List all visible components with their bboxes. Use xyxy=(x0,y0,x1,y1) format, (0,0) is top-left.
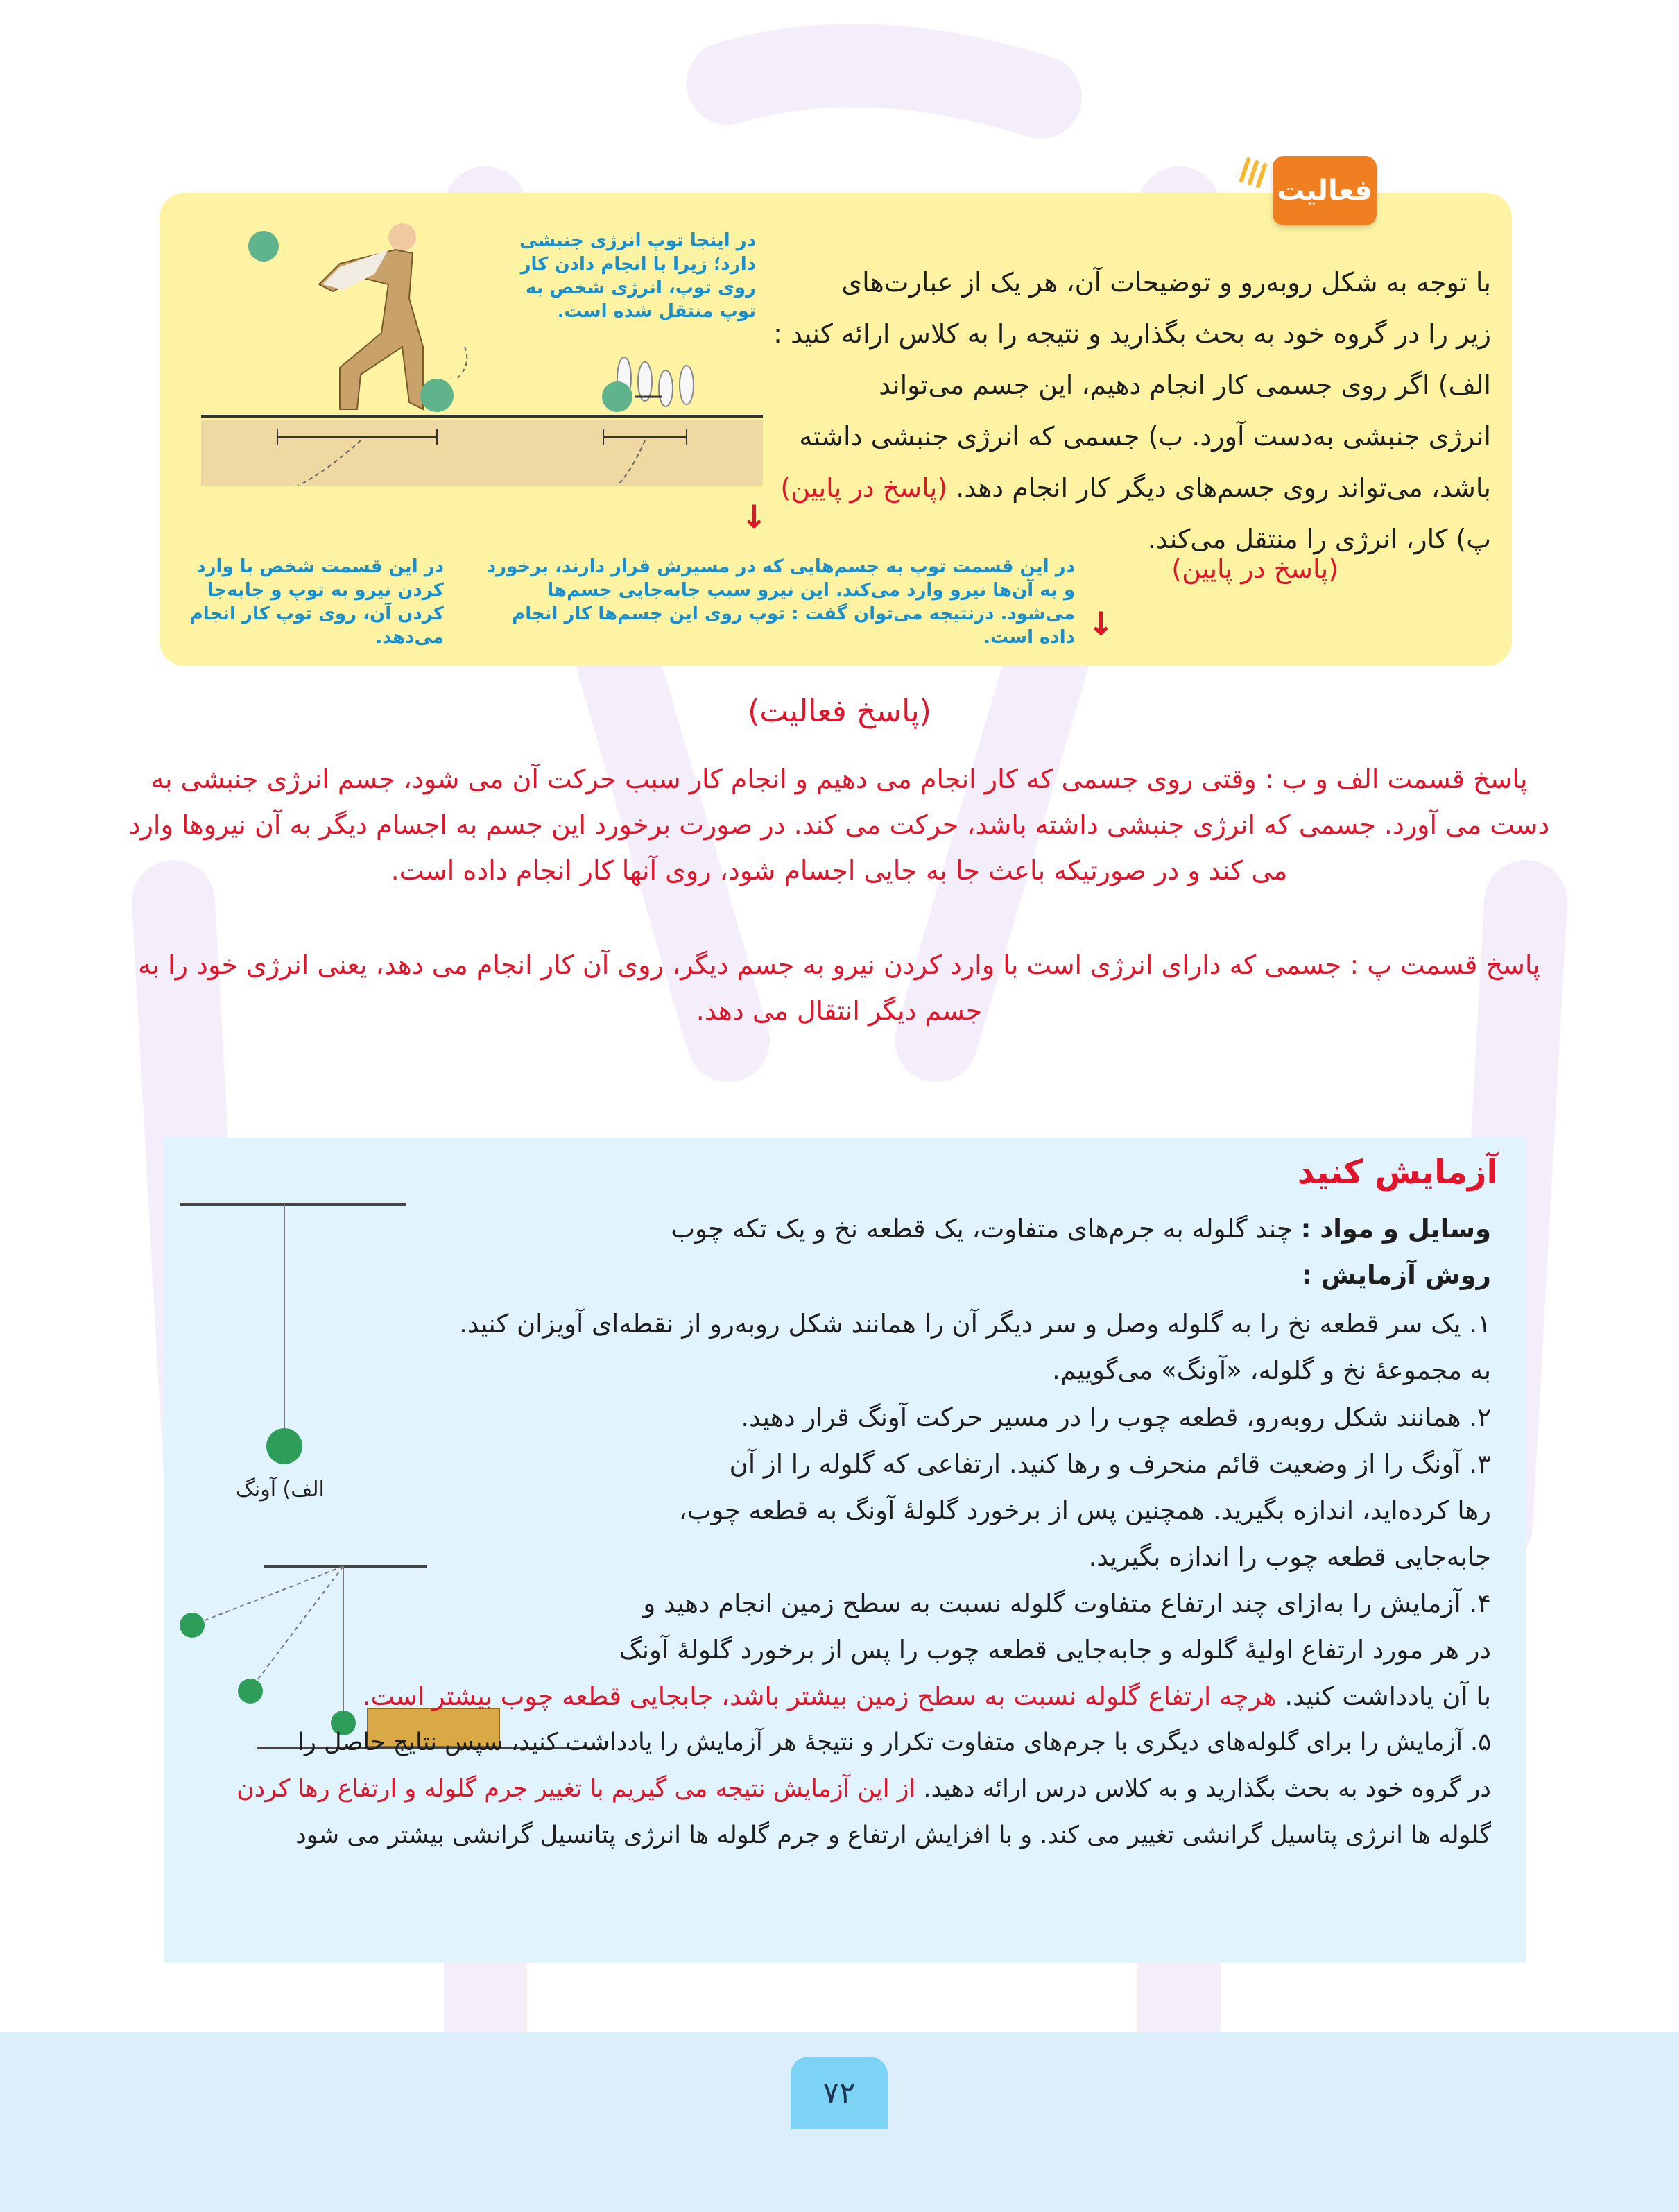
experiment-title: آزمایش کنید xyxy=(1297,1153,1498,1192)
pendulum-label: الف) آونگ xyxy=(236,1477,325,1502)
step5a: ۵. آزمایش را برای گلوله‌های دیگری با جرم‌های متفاوت تکرار و نتیجهٔ هر آزمایش را یادداشت کنید، سپس نتایج حاصل را xyxy=(298,1729,1491,1756)
answer-below-note: (پاسخ در پایین) xyxy=(780,472,948,503)
step3a: ۳. آونگ را از وضعیت قائم منحرف و رها کنید. ارتفاعی که گلوله را از آن xyxy=(729,1449,1491,1479)
activity-line-p: پ) کار، انرژی را منتقل می‌کند. xyxy=(1147,524,1491,554)
step2: ۲. همانند شکل روبه‌رو، قطعه چوب را در مسیر حرکت آونگ قرار دهید. xyxy=(741,1403,1491,1432)
step5b: در گروه خود به بحث بگذارید و به کلاس درس ارائه دهید. xyxy=(923,1775,1491,1803)
materials-label: وسایل و مواد : xyxy=(1300,1214,1491,1244)
activity-line-4: انرژی جنبشی به‌دست آورد. ب) جسمی که انرژی جنبشی داشته xyxy=(799,421,1491,452)
step3b: رها کرده‌اید، اندازه بگیرید. همچنین پس از برخورد گلولهٔ آونگ به قطعه چوب، xyxy=(678,1495,1491,1525)
activity-line-5-text: باشد، می‌تواند روی جسم‌های دیگر کار انجام دهد. xyxy=(956,472,1491,503)
answer-paragraph-1: پاسخ قسمت الف و ب : وقتی روی جسمی که کار انجام می دهیم و انجام کار سبب حرکت آن می شود، جسم انرژی جنبشی به دست می آورد. جسمی که انرژی جنبشی داشته باشد، حرکت می کند. در صورت برخورد این جسم به اجسام دیگر به آن نیروها وارد می کند و در صورتیکه باعث جا به جایی اجسام شود، روی آنها کار انجام داده است. xyxy=(128,764,1550,886)
materials-text: چند گلوله به جرم‌های متفاوت، یک قطعه نخ و یک تکه چوب xyxy=(671,1214,1293,1244)
tag-accent-icon xyxy=(1234,153,1276,194)
step4b: در هر مورد ارتفاع اولیهٔ گلوله و جابه‌جایی قطعه چوب را پس از برخورد گلولهٔ آونگ xyxy=(619,1635,1491,1665)
activity-line-2: زیر را در گروه خود به بحث بگذارید و نتیجه را به کلاس ارائه کنید : xyxy=(773,318,1491,349)
method-label: روش آزمایش : xyxy=(1302,1260,1491,1290)
step1a: ۱. یک سر قطعه نخ را به گلوله وصل و سر دیگر آن را همانند شکل روبه‌رو از نقطه‌ای آویزان کنید. xyxy=(459,1309,1491,1339)
step1b: به مجموعهٔ نخ و گلوله، «آونگ» می‌گوییم. xyxy=(1052,1355,1491,1385)
page-number: ۷۲ xyxy=(791,2057,888,2129)
caption-top: در اینجا توپ انرژی جنبشی دارد؛ زیرا با انجام دادن کار روی توپ، انرژی شخص به توپ منتقل شده است. xyxy=(519,230,756,322)
caption-bottom-middle: در این قسمت توپ به جسم‌هایی که در مسیرش قرار دارند، برخورد و به آن‌ها نیرو وارد می‌کند. این نیرو سبب جابه‌جایی جسم‌ها می‌شود. درنتیجه می‌توان گفت : توپ روی این جسم‌ها کار انجام داده است. xyxy=(486,556,1075,648)
activity-line-3: الف) اگر روی جسمی کار انجام دهیم، این جسم می‌تواند xyxy=(879,370,1491,400)
step4c-line xyxy=(180,1673,1491,1720)
activity-line-5 xyxy=(749,462,1491,513)
activity-tag: فعالیت xyxy=(1273,156,1377,225)
step4a: ۴. آزمایش را به‌ازای چند ارتفاع متفاوت گلوله نسبت به سطح زمین انجام دهید و xyxy=(643,1588,1491,1618)
materials-line xyxy=(624,1206,1491,1252)
answer-below-note-2: (پاسخ در پایین) xyxy=(1171,554,1338,584)
caption-bottom-left: در این قسمت شخص با وارد کردن نیرو به توپ و جابه‌جا کردن آن، روی توپ کار انجام می‌دهد. xyxy=(189,556,444,648)
down-arrow-icon: ↓ xyxy=(1087,605,1114,642)
step5b-line xyxy=(104,1766,1491,1812)
answer-title: (پاسخ فعالیت) xyxy=(748,694,931,729)
step3c: جابه‌جایی قطعه چوب را اندازه بگیرید. xyxy=(1088,1542,1491,1572)
answer-step5a: از این آزمایش نتیجه می گیریم با تغییر جرم گلوله و ارتفاع رها کردن xyxy=(236,1775,916,1803)
activity-body xyxy=(749,257,1491,583)
answer-step5b: گلوله ها انرژی پتاسیل گرانشی تغییر می کند. و با افزایش ارتفاع و جرم گلوله ها انرژی پتانسیل گرانشی بیشتر می شود xyxy=(295,1821,1491,1849)
step4c: با آن یادداشت کنید. xyxy=(1284,1681,1491,1711)
answer-step4: هرچه ارتفاع گلوله نسبت به سطح زمین بیشتر باشد، جابجایی قطعه چوب بیشتر است. xyxy=(362,1681,1277,1711)
down-arrow-icon: ↓ xyxy=(741,498,768,535)
activity-line-1: با توجه به شکل روبه‌رو و توضیحات آن، هر یک از عبارت‌های xyxy=(841,267,1491,298)
answer-paragraph-2: پاسخ قسمت پ : جسمی که دارای انرژی است با وارد کردن نیرو به جسم دیگر، روی آن کار انجام می دهد، یعنی انرژی خود را به جسم دیگر انتقال می دهد. xyxy=(138,950,1540,1026)
